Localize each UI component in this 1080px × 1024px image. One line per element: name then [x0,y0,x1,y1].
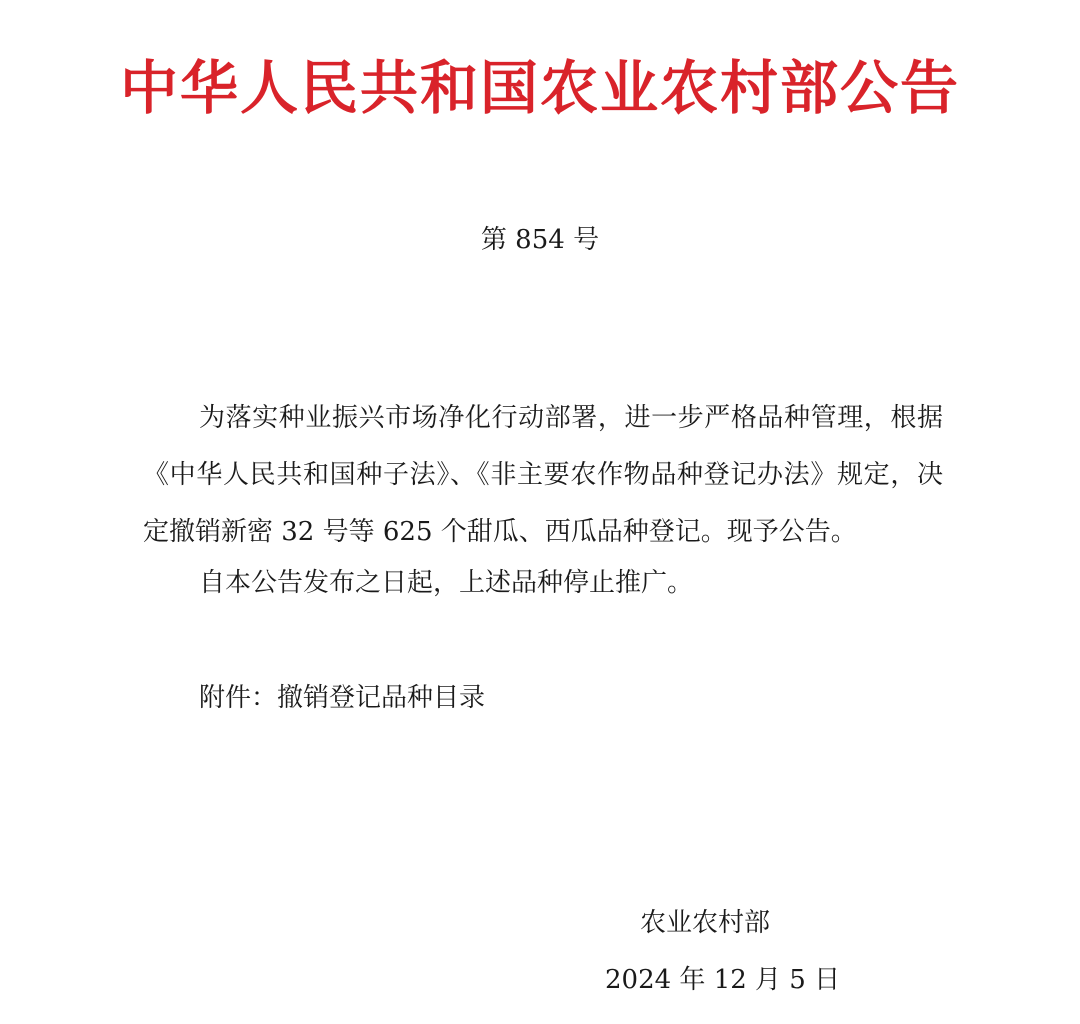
document-number: 第 854 号 [480,225,600,255]
issuer-signature: 农业农村部 [640,908,771,938]
issue-date: 2024 年 12 月 5 日 [605,965,841,995]
attachment-line: 附件：撤销登记品种目录 [199,683,486,713]
body-paragraph-2: 自本公告发布之日起，上述品种停止推广。 [199,568,694,598]
body-paragraph-1: 为落实种业振兴市场净化行动部署，进一步严格品种管理，根据《中华人民共和国种子法》、《非主要农作物品种登记办法》规定，决定撤销新密 32 号等 625 个甜瓜、西瓜品种登记。现予公告。 [143,403,943,547]
notice-title: 中华人民共和国农业农村部公告 [119,54,960,122]
